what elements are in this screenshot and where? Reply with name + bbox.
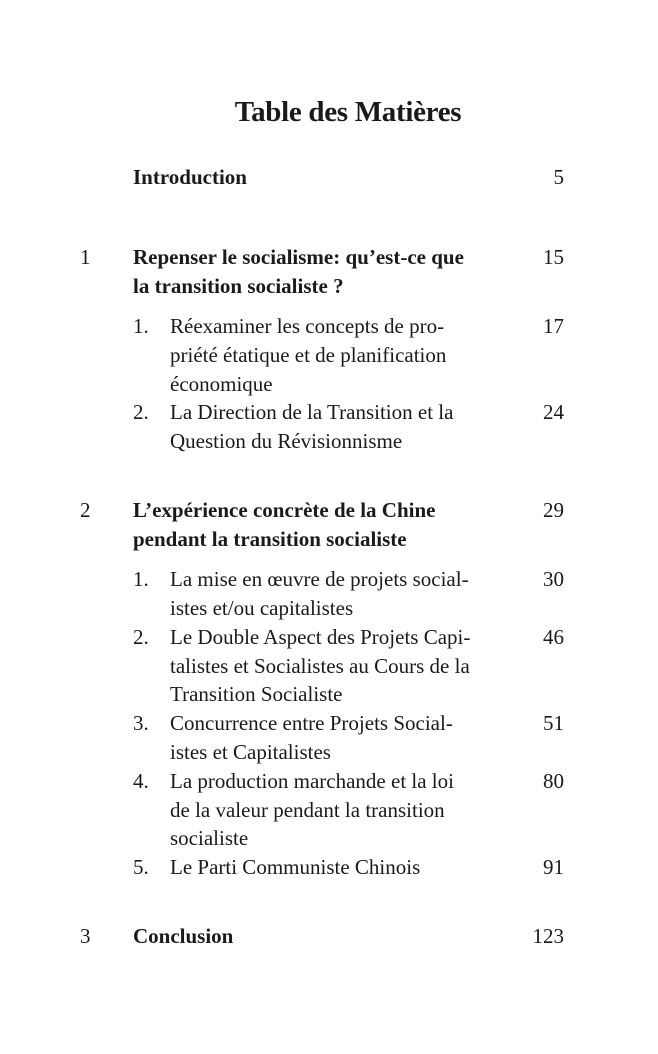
section-2-2-page: 46 bbox=[543, 625, 564, 649]
chapter-2-number: 2 bbox=[80, 498, 91, 522]
section-2-3-line-1[interactable]: Concurrence entre Projets Social- bbox=[170, 711, 453, 735]
section-2-5-page: 91 bbox=[543, 855, 564, 879]
chapter-2-title-line-2[interactable]: pendant la transition socialiste bbox=[133, 527, 407, 551]
section-2-3-page: 51 bbox=[543, 711, 564, 735]
toc-intro-page: 5 bbox=[553, 165, 564, 189]
toc-intro-label[interactable]: Introduction bbox=[133, 165, 247, 189]
section-1-2-line-2[interactable]: Question du Révisionnisme bbox=[170, 429, 403, 453]
section-1-1-number: 1. bbox=[133, 314, 149, 338]
page-title: Table des Matières bbox=[234, 96, 462, 128]
section-2-4-line-3[interactable]: socialiste bbox=[170, 826, 249, 850]
section-2-3-line-2[interactable]: istes et Capitalistes bbox=[170, 740, 331, 764]
section-2-1-line-2[interactable]: istes et/ou capitalistes bbox=[170, 596, 354, 620]
section-2-4-line-2[interactable]: de la valeur pendant la transition bbox=[170, 798, 445, 822]
chapter-3-title-line-1[interactable]: Conclusion bbox=[133, 924, 234, 948]
chapter-1-page: 15 bbox=[543, 245, 564, 269]
section-2-4-page: 80 bbox=[543, 769, 564, 793]
section-2-4-number: 4. bbox=[133, 769, 149, 793]
chapter-1-title-line-2[interactable]: la transition socialiste ? bbox=[133, 274, 344, 298]
section-2-2-number: 2. bbox=[133, 625, 149, 649]
section-2-1-page: 30 bbox=[543, 567, 564, 591]
chapter-1-title-line-1[interactable]: Repenser le socialisme: qu’est-ce que bbox=[133, 245, 464, 269]
chapter-2-page: 29 bbox=[543, 498, 564, 522]
section-1-1-line-3[interactable]: économique bbox=[170, 372, 273, 396]
section-1-2-page: 24 bbox=[543, 400, 564, 424]
chapter-2-title-line-1[interactable]: L’expérience concrète de la Chine bbox=[133, 498, 436, 522]
chapter-3-page: 123 bbox=[532, 924, 564, 948]
section-2-3-number: 3. bbox=[133, 711, 149, 735]
chapter-3-number: 3 bbox=[80, 924, 91, 948]
chapter-1-number: 1 bbox=[80, 245, 91, 269]
section-1-1-line-2[interactable]: priété étatique et de planification bbox=[170, 343, 447, 367]
section-1-1-line-1[interactable]: Réexaminer les concepts de pro- bbox=[170, 314, 445, 338]
section-1-2-line-1[interactable]: La Direction de la Transition et la bbox=[170, 400, 454, 424]
section-2-5-number: 5. bbox=[133, 855, 149, 879]
section-2-4-line-1[interactable]: La production marchande et la loi bbox=[170, 769, 454, 793]
section-2-1-line-1[interactable]: La mise en œuvre de projets social- bbox=[170, 567, 469, 591]
section-2-5-line-1[interactable]: Le Parti Communiste Chinois bbox=[170, 855, 421, 879]
section-2-2-line-3[interactable]: Transition Socialiste bbox=[170, 682, 343, 706]
section-2-2-line-2[interactable]: talistes et Socialistes au Cours de la bbox=[170, 654, 470, 678]
section-1-1-page: 17 bbox=[543, 314, 564, 338]
section-2-1-number: 1. bbox=[133, 567, 149, 591]
section-1-2-number: 2. bbox=[133, 400, 149, 424]
section-2-2-line-1[interactable]: Le Double Aspect des Projets Capi- bbox=[170, 625, 471, 649]
